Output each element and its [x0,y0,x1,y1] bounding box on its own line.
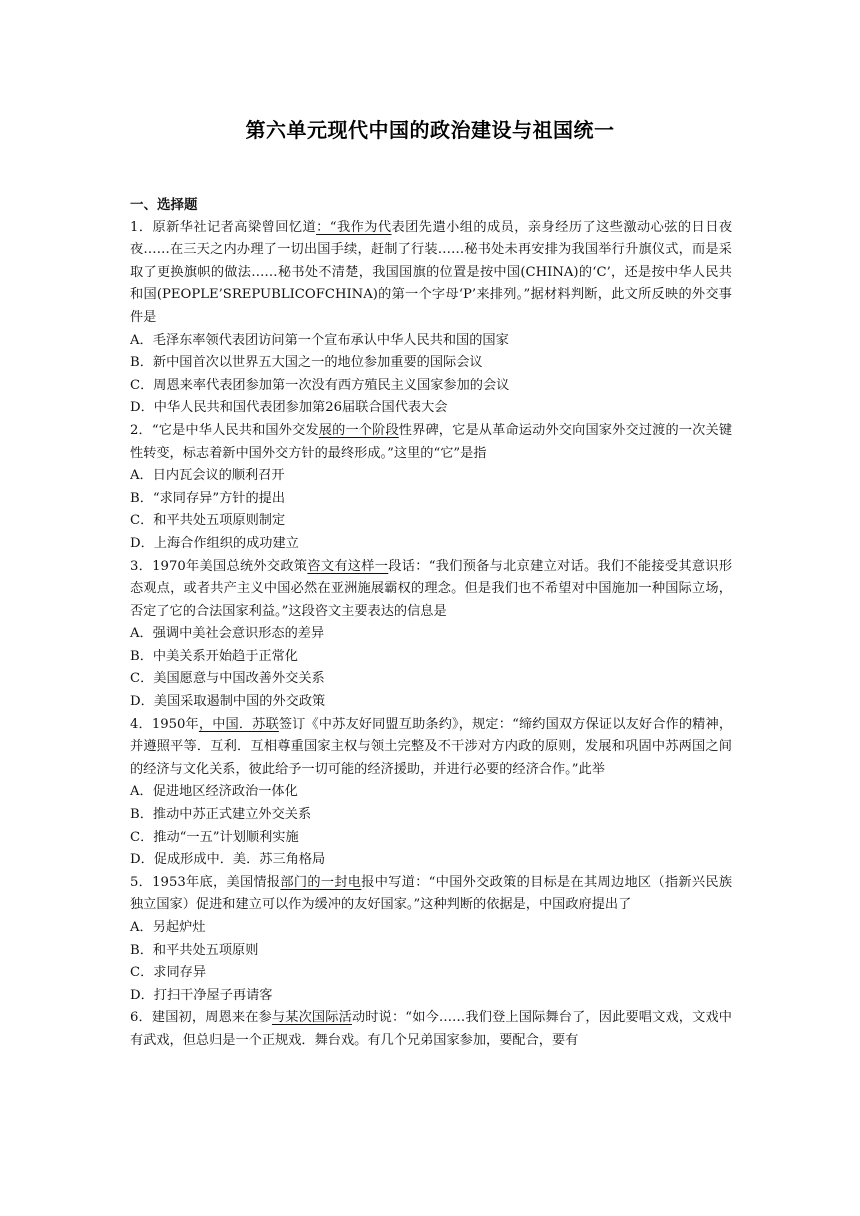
answer-option: C．和平共处五项原则制定 [130,513,286,529]
answer-option: B．新中国首次以世界五大国之一的地位参加重要的国际会议 [130,355,483,371]
question-stem-text: 报中写道：“中国外交政策的目标是在其周边地区（指新兴民族独立国家）促进和建立可以作为缓冲的友好国家。”这种判断的依据是，中国政府提出了 [130,874,733,913]
section-heading: 一、选择题 [130,197,198,213]
question-stem-text: 4．1950年 [130,716,199,732]
answer-option: D．中华人民共和国代表团参加第26届联合国代表大会 [130,400,448,416]
question-stem-text: 3．1970年美国总统外交政策 [130,558,308,574]
answer-option: B．推动中苏正式建立外交关系 [130,807,312,823]
answer-option: A．促进地区经济政治一体化 [130,784,298,800]
question-stem [130,714,732,782]
question-stem [130,217,732,330]
question-stem-text: 签订《中苏友好同盟互助条约》，规定：“缔约国双方保证以友好合作的精神，并遵照平等．互利．互相尊重国家主权与领土完整及不干涉对方内政的原则，发展和巩固中苏两国之间的经济与文化关系，彼此给予一切可能的经济援助，并进行必要的经济合作。”此举 [130,716,733,777]
document-body [130,194,732,1053]
question-stem-text: 1．原新华社记者高梁曾回忆道 [130,219,317,235]
underlined-text: 展的一个阶段 [318,422,399,438]
underlined-text: ：“我作为代 [316,219,392,235]
answer-option: C．美国愿意与中国改善外交关系 [130,671,325,687]
answer-option: C．求同存异 [130,965,207,981]
question-stem [130,420,732,465]
question-stem-text: 2．“它是中华人民共和国外交发 [130,422,319,438]
question-stem-text: 表团先遣小组的成员，亲身经历了这些激动心弦的日日夜夜……在三天之内办理了一切出国手续，赶制了行装……秘书处未再安排为我国举行升旗仪式，而是采取了更换旗帜的做法……秘书处不清楚，我国国旗的位置是按中国(CHINA)的‘C’，还是按中华人民共和国(PEOPLE’SREPUBLICOFCHINA)的第一个字母‘P’来排列。”据材料判断，此文所反映的外交事件是 [130,219,733,325]
underlined-text: 咨文有这样一 [307,558,389,574]
answer-option: A．毛泽东率领代表团访问第一个宣布承认中华人民共和国的国家 [130,332,509,348]
underlined-text: 与某次国际活 [271,1010,352,1026]
answer-option: A．日内瓦会议的顺利召开 [130,468,285,484]
underlined-text: ，中国．苏联 [198,716,279,732]
question-list [130,217,732,1053]
answer-option: D．打扫干净屋子再请客 [130,987,273,1003]
answer-option: D．上海合作组织的成功建立 [130,535,299,551]
question-stem-text: 动时说：“如今……我们登上国际舞台了，因此要唱文戏，文戏中有武戏，但总归是一个正规戏．舞台戏。有几个兄弟国家参加，要配合，要有 [130,1010,732,1048]
answer-option: B．“求同存异”方针的提出 [130,490,286,506]
answer-option: D．促成形成中．美．苏三角格局 [130,852,326,868]
answer-option: C．周恩来率代表团参加第一次没有西方殖民主义国家参加的会议 [130,377,510,393]
answer-option: C．推动“一五”计划顺利实施 [130,829,299,845]
question-stem [130,872,732,917]
answer-option: B．和平共处五项原则 [130,942,259,958]
question-stem-text: 6．建国初，周恩来在参 [130,1010,272,1026]
question-stem-text: 性界碑，它是从革命运动外交向国家外交过渡的一次关键性转变，标志着新中国外交方针的最终形成。”这里的“它”是指 [130,422,733,461]
page-title: 第六单元现代中国的政治建设与祖国统一 [245,118,615,142]
question-stem [130,556,732,624]
answer-option: D．美国采取遏制中国的外交政策 [130,694,326,710]
answer-option: A．另起炉灶 [130,920,206,935]
question-stem-text: 段话：“我们预备与北京建立对话。我们不能接受其意识形态观点，或者共产主义中国必然在亚洲施展霸权的理念。但是我们也不希望对中国施加一种国际立场，否定了它的合法国家利益。”这段咨文主要表达的信息是 [130,558,733,619]
underlined-text: 部门的一封电 [280,874,362,890]
question-stem-text: 5．1953年底，美国情报 [130,874,281,890]
answer-option: A．强调中美社会意识形态的差异 [130,626,325,642]
answer-option: B．中美关系开始趋于正常化 [130,648,298,664]
question-stem [130,1007,732,1052]
